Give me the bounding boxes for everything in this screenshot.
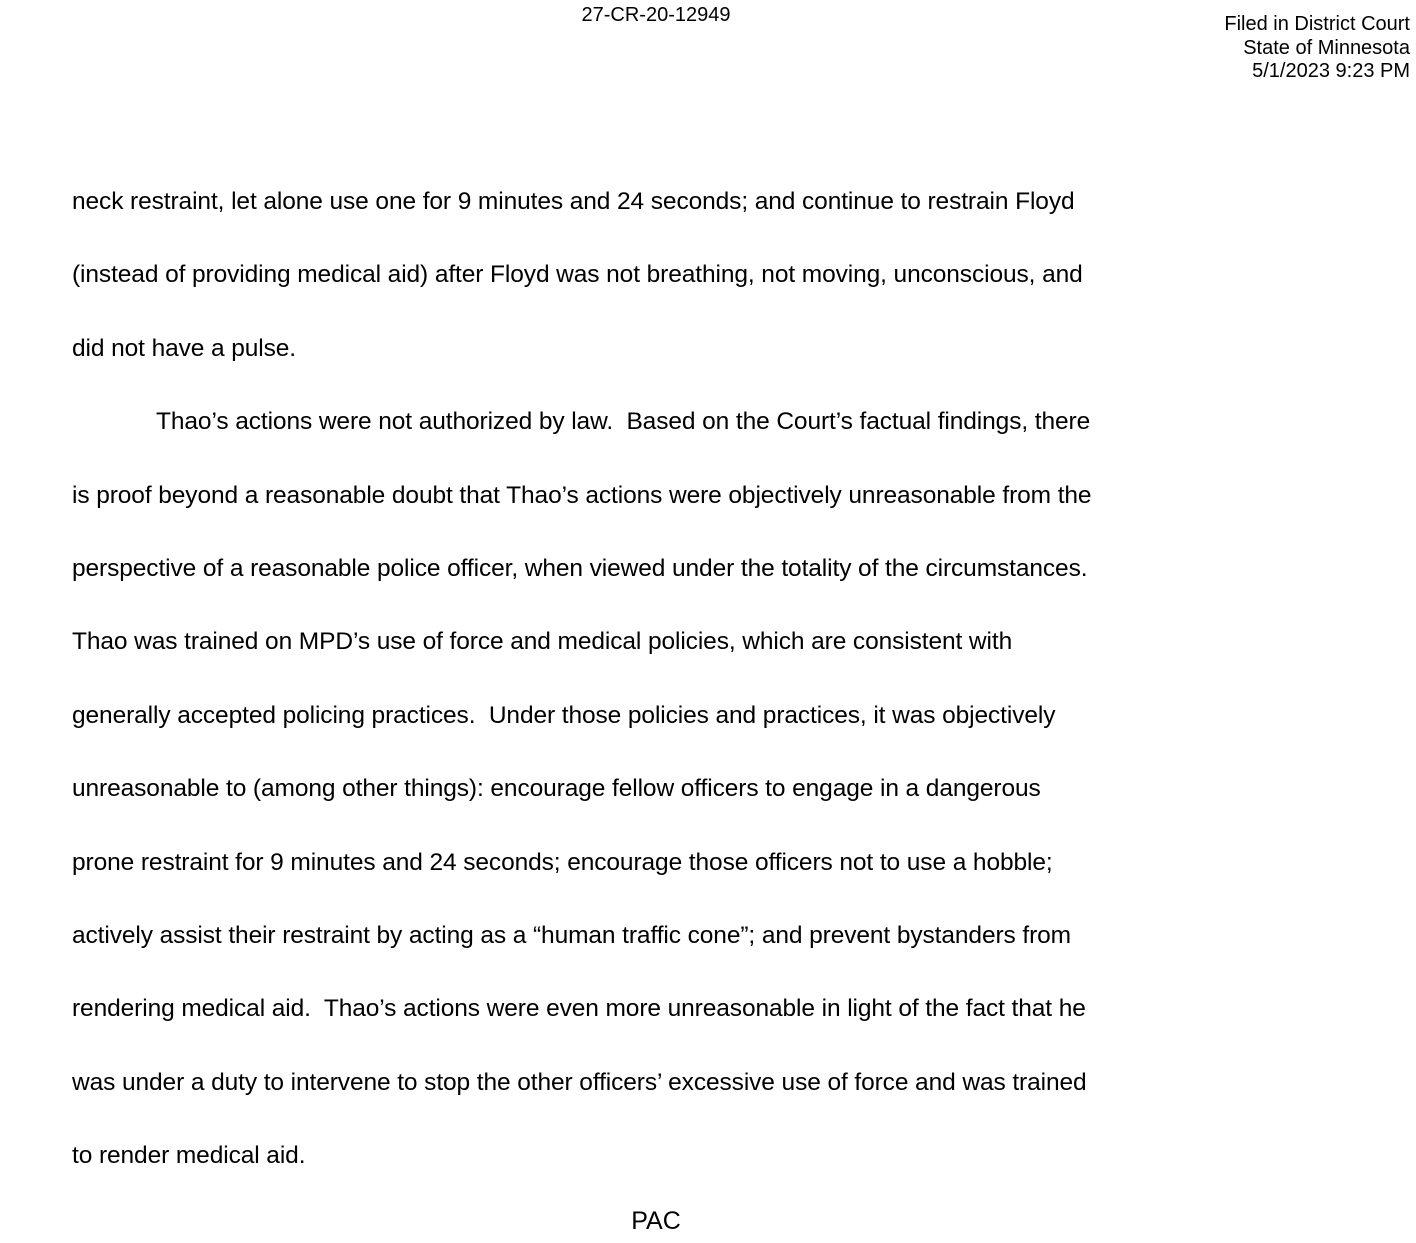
document-line: Thao was trained on MPD’s use of force and medical policies, which are consistent with <box>72 628 1013 656</box>
document-line: perspective of a reasonable police officer, when viewed under the totality of the circumstances. <box>72 554 1088 582</box>
document-line: did not have a pulse. <box>72 334 297 362</box>
document-line: generally accepted policing practices. Under those policies and practices, it was objectively <box>72 701 1056 729</box>
document-line: to render medical aid. <box>72 1142 306 1170</box>
page-footer-label: PAC <box>631 1207 681 1235</box>
document-line: was under a duty to intervene to stop the other officers’ excessive use of force and was trained <box>72 1068 1087 1096</box>
case-number: 27-CR-20-12949 <box>581 4 731 26</box>
filed-stamp <box>1224 13 1410 84</box>
document-line: rendering medical aid. Thao’s actions were even more unreasonable in light of the fact that he <box>72 995 1086 1023</box>
filed-stamp-line-3: 5/1/2023 9:23 PM <box>1252 60 1410 82</box>
document-line: is proof beyond a reasonable doubt that Thao’s actions were objectively unreasonable from the <box>72 481 1092 509</box>
document-line: Thao’s actions were not authorized by law. Based on the Court’s factual findings, there <box>156 408 1091 436</box>
document-line: unreasonable to (among other things): encourage fellow officers to engage in a dangerous <box>72 775 1041 803</box>
document-line: neck restraint, let alone use one for 9 minutes and 24 seconds; and continue to restrain Floyd <box>72 188 1075 215</box>
filed-stamp-line-2: State of Minnesota <box>1243 36 1410 59</box>
document-line: (instead of providing medical aid) after Floyd was not breathing, not moving, unconscious, and <box>72 261 1083 289</box>
document-body <box>72 165 1252 1192</box>
filed-stamp-line-1: Filed in District Court <box>1224 13 1410 35</box>
document-line: actively assist their restraint by acting as a “human traffic cone”; and prevent bystanders from <box>72 921 1071 949</box>
document-line: prone restraint for 9 minutes and 24 seconds; encourage those officers not to use a hobble; <box>72 848 1053 876</box>
